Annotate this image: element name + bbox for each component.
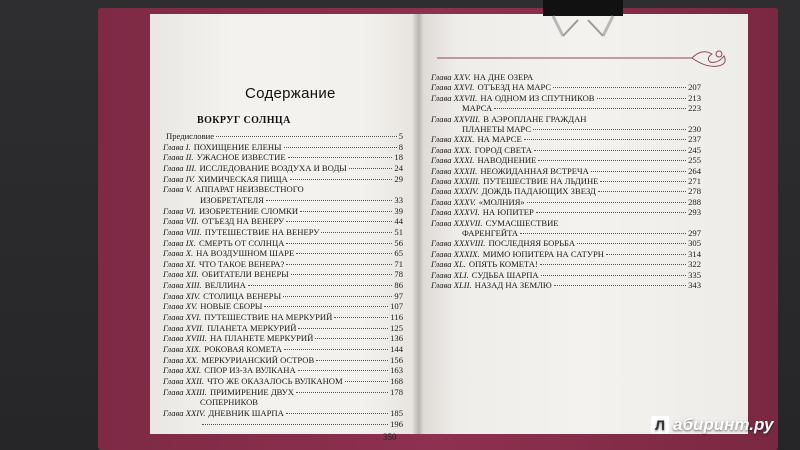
toc-entry [431, 177, 701, 186]
toc-entry [197, 398, 403, 407]
toc-entry [197, 420, 403, 429]
chapter-number: Глава XXXVII. [431, 217, 483, 228]
toc-entry [163, 377, 403, 386]
toc-entry [163, 302, 403, 311]
toc-entry [431, 167, 701, 176]
page-ref: 278 [688, 186, 701, 197]
chapter-title: НА ЮПИТЕР [482, 207, 534, 218]
chapter-number: Глава XXX. [431, 144, 472, 155]
page-ref: 125 [390, 322, 403, 333]
toc-entry [163, 207, 403, 216]
chapter-title: ЧТО ЖЕ ОКАЗАЛОСЬ ВУЛКАНОМ [207, 375, 343, 386]
page-ref: 237 [688, 134, 701, 145]
leader-dots [264, 306, 388, 307]
chapter-title: ХИМИЧЕСКАЯ ПИЩА [197, 173, 288, 184]
leader-dots [553, 87, 686, 88]
chapter-title: ОПЯТЬ КОМЕТА! [468, 259, 538, 270]
chapter-number: Глава XXVIII. [431, 113, 481, 124]
left-page [150, 14, 418, 442]
page-ref: 271 [688, 176, 701, 186]
toc-entry [431, 239, 701, 248]
toc-entry [163, 388, 403, 397]
toc-entry [431, 281, 701, 290]
toc-entry [431, 156, 701, 165]
chapter-title: «МОЛНИЯ» [478, 196, 525, 207]
toc-entry [431, 198, 701, 207]
chapter-number: Глава XVIII. [163, 333, 207, 344]
toc-entry [163, 185, 403, 194]
chapter-number: Глава IV. [163, 173, 195, 184]
chapter-number: Глава XIX. [163, 344, 202, 354]
chapter-number: Глава XXXIX. [431, 248, 480, 259]
toc-entry [431, 260, 701, 269]
toc-entry [163, 270, 403, 279]
chapter-title: ЧТО ТАКОЕ ВЕНЕРА? [198, 258, 285, 269]
chapter-title: СУМАСШЕСТВИЕ [485, 217, 559, 228]
leader-dots [316, 360, 388, 361]
toc-entry [163, 132, 403, 141]
page-ref: 245 [688, 144, 701, 155]
chapter-title: ПУТЕШЕСТВИЕ НА ЛЬДИНЕ [483, 176, 599, 186]
toc-entry [163, 175, 403, 184]
leader-dots [534, 150, 686, 151]
leader-dots [597, 98, 687, 99]
chapter-title: НОВЫЕ СБОРЫ [200, 301, 263, 312]
leader-dots [538, 160, 686, 161]
toc-entry [163, 249, 403, 258]
page-ref: 322 [688, 259, 701, 270]
leader-dots [591, 171, 686, 172]
toc-entry [163, 366, 403, 375]
leader-dots [315, 338, 388, 339]
chapter-title: ПУТЕШЕСТВИЕ НА МЕРКУРИЙ [204, 312, 333, 323]
leader-dots [284, 147, 397, 148]
page-ref: 335 [688, 269, 701, 280]
chapter-number: Глава XLII. [431, 280, 472, 290]
chapter-number: Глава IX. [163, 237, 196, 248]
book-gutter [412, 14, 424, 434]
leader-dots [541, 275, 686, 276]
leader-dots [296, 392, 388, 393]
toc-entry [431, 187, 701, 196]
page-ref: 56 [394, 237, 403, 248]
leader-dots [349, 168, 393, 169]
page-ref: 230 [688, 124, 701, 134]
chapter-title: АППАРАТ НЕИЗВЕСТНОГО [195, 184, 304, 195]
chapter-title: ГОРОД СВЕТА [474, 144, 532, 155]
chapter-title: СМЕРТЬ ОТ СОЛНЦА [198, 237, 285, 248]
chapter-number: Глава XVII. [163, 322, 205, 333]
leader-dots [321, 232, 392, 233]
chapter-number: Глава XVI. [163, 312, 202, 323]
toc-entry [431, 94, 701, 103]
chapter-number: Глава XXXI. [431, 155, 475, 166]
chapter-title: ПЛАНЕТЫ МАРС [462, 124, 532, 134]
leader-dots [540, 264, 686, 265]
chapter-title: ВЕЛЛИНА [204, 280, 246, 291]
labirint-logo-icon: Л [651, 416, 669, 434]
toc-entry [431, 208, 701, 217]
toc-entry [163, 313, 403, 322]
chapter-number: Глава VI. [163, 205, 196, 216]
page-ref: 51 [394, 226, 403, 237]
chapter-title: ПРИМИРЕНИЕ ДВУХ [209, 386, 295, 397]
chapter-number: Глава VIII. [163, 226, 202, 237]
page-ref: 5 [398, 131, 403, 141]
toc-entry [459, 229, 701, 238]
chapter-title: НА ВОЗДУШНОМ ШАРЕ [196, 248, 295, 259]
page-ref: 163 [390, 365, 403, 376]
leader-dots [533, 129, 686, 130]
chapter-title: СОПЕРНИКОВ [200, 397, 259, 408]
chapter-title: Предисловие [166, 131, 215, 141]
leader-dots [266, 200, 393, 201]
chapter-title: НАЗАД НА ЗЕМЛЮ [474, 280, 552, 290]
chapter-number: Глава V. [163, 184, 192, 195]
chapter-number: Глава XXIII. [163, 386, 207, 397]
chapter-number: Глава XI. [163, 258, 196, 269]
toc-entry [431, 250, 701, 259]
chapter-title: МИМО ЮПИТЕРА НА САТУРН [482, 248, 604, 259]
page-ref: 264 [688, 165, 701, 176]
chapter-number: Глава XII. [163, 269, 199, 280]
chapter-title: ДНЕВНИК ШАРПА [208, 407, 284, 418]
chapter-title: ОТЪЕЗД НА ВЕНЕРУ [201, 216, 285, 227]
chapter-title: СУДЬБА ШАРПА [471, 269, 539, 280]
toc-entry [431, 135, 701, 144]
chapter-title: НА ОДНОМ ИЗ СПУТНИКОВ [480, 92, 595, 103]
toc-entry [163, 409, 403, 418]
leader-dots [286, 264, 392, 265]
chapter-number: Глава XXIX. [431, 134, 475, 145]
page-ornament [437, 46, 737, 66]
page-ref: 144 [390, 344, 403, 354]
leader-dots [284, 349, 388, 350]
toc-entry [163, 164, 403, 173]
page-ref: 71 [394, 258, 403, 269]
page-ref: 178 [390, 386, 403, 397]
chapter-number: Глава XLI. [431, 269, 469, 280]
toc-entry [431, 115, 701, 124]
leader-dots [345, 381, 388, 382]
page-ref: 293 [688, 207, 701, 218]
toc-entry [431, 219, 701, 228]
chapter-number: Глава XIII. [163, 280, 202, 291]
leader-dots [334, 317, 388, 318]
chapter-number: Глава III. [163, 162, 197, 173]
page-ref: 136 [390, 333, 403, 344]
toc-entry [459, 104, 701, 113]
leader-dots [248, 285, 393, 286]
leader-dots [283, 296, 392, 297]
page-ref: 97 [394, 290, 403, 301]
page-ref: 168 [390, 375, 403, 386]
leader-dots [554, 285, 686, 286]
chapter-title: ПУТЕШЕСТВИЕ НА ВЕНЕРУ [204, 226, 320, 237]
chapter-title: ИЗОБРЕТЕНИЕ СЛОМКИ [198, 205, 299, 216]
leader-dots [600, 181, 686, 182]
leader-dots [520, 233, 686, 234]
chapter-title: В АЭРОПЛАНЕ ГРАЖДАН [483, 113, 587, 124]
toc-entry [459, 125, 701, 134]
chapter-title: НА ДНЕ ОЗЕРА [473, 72, 534, 82]
chapter-title: УЖАСНОЕ ИЗВЕСТИЕ [196, 152, 286, 163]
chapter-number: Глава XXI. [163, 365, 202, 376]
chapter-title: ИССЛЕДОВАНИЕ ВОЗДУХА И ВОДЫ [199, 162, 347, 173]
page-ref: 18 [394, 152, 403, 163]
toc-entry [163, 356, 403, 365]
section-heading: ВОКРУГ СОЛНЦА [197, 115, 291, 126]
toc-entry [163, 292, 403, 301]
page-ref: 213 [688, 92, 701, 103]
page-ref: 156 [390, 354, 403, 365]
toc-entry [163, 324, 403, 333]
leader-dots [286, 221, 392, 222]
page-ref: 65 [394, 248, 403, 259]
leader-dots [298, 370, 388, 371]
leader-dots [536, 212, 686, 213]
toc-entry [197, 196, 403, 205]
page-ref: 288 [688, 196, 701, 207]
page-ref: 39 [394, 205, 403, 216]
leader-dots [290, 179, 393, 180]
leader-dots [296, 253, 392, 254]
page-ref: 207 [688, 82, 701, 93]
chapter-title: ОБИТАТЕЛИ ВЕНЕРЫ [201, 269, 289, 280]
chapter-number: Глава XXV. [431, 72, 471, 82]
chapter-title: НЕОЖИДАННАЯ ВСТРЕЧА [480, 165, 589, 176]
leader-dots [202, 424, 388, 425]
chapter-title: МАРСА [462, 103, 493, 114]
toc-list-left [150, 14, 418, 434]
page-ref: 223 [688, 103, 701, 114]
page-ref: 78 [394, 269, 403, 280]
chapter-title: ДОЖДЬ ПАДАЮЩИХ ЗВЕЗД [481, 186, 596, 197]
chapter-number: Глава X. [163, 248, 194, 259]
toc-list-right [418, 14, 748, 434]
toc-entry [431, 83, 701, 92]
chapter-title: ПЛАНЕТА МЕРКУРИЙ [207, 322, 297, 333]
watermark [651, 415, 773, 435]
chapter-number: Глава I. [163, 141, 191, 152]
page-ref: 305 [688, 238, 701, 249]
chapter-number: Глава XXXVI. [431, 207, 480, 218]
chapter-title: НА ПЛАНЕТЕ МЕРКУРИЙ [209, 333, 314, 344]
leader-dots [286, 243, 392, 244]
chapter-number: Глава XXXIV. [431, 186, 479, 197]
leader-dots [606, 254, 686, 255]
page-ref: 255 [688, 155, 701, 166]
page-title: Содержание [245, 85, 336, 102]
page-number: 350 [383, 432, 397, 442]
toc-entry [163, 345, 403, 354]
leader-dots [286, 413, 388, 414]
leader-dots [288, 157, 393, 158]
leader-dots [524, 139, 686, 140]
leader-dots [300, 211, 392, 212]
page-ref: 185 [390, 407, 403, 418]
toc-entry [163, 334, 403, 343]
page-ref: 196 [390, 418, 403, 429]
chapter-number: Глава XV. [163, 301, 198, 312]
chapter-title: СТОЛИЦА ВЕНЕРЫ [203, 290, 282, 301]
toc-entry [431, 73, 701, 82]
page-ref: 24 [394, 162, 403, 173]
leader-dots [527, 202, 686, 203]
chapter-number: Глава XXVII. [431, 92, 478, 103]
toc-entry [163, 228, 403, 237]
page-ref: 297 [688, 228, 701, 238]
chapter-title: ПОСЛЕДНЯЯ БОРЬБА [488, 238, 576, 249]
page-ref: 314 [688, 248, 701, 259]
leader-dots [216, 136, 397, 137]
page-ref: 86 [394, 280, 403, 291]
page-ref: 107 [390, 301, 403, 312]
chapter-number: Глава XXII. [163, 375, 205, 386]
toc-entry [163, 153, 403, 162]
leader-dots [298, 328, 388, 329]
page-ref: 116 [390, 312, 403, 323]
chapter-number: Глава XXXVIII. [431, 238, 486, 249]
chapter-title: НА МАРСЕ [477, 134, 522, 145]
chapter-number: Глава VII. [163, 216, 199, 227]
right-page [418, 14, 748, 434]
chapter-number: Глава II. [163, 152, 194, 163]
toc-entry [163, 239, 403, 248]
leader-dots [291, 274, 393, 275]
chapter-title: ОТЪЕЗД НА МАРС [477, 82, 552, 93]
page-ref: 8 [398, 141, 403, 152]
binder-clip-icon [533, 0, 633, 38]
chapter-number: Глава XL. [431, 259, 466, 270]
toc-entry [431, 146, 701, 155]
chapter-number: Глава XXXII. [431, 165, 478, 176]
chapter-title: НАВОДНЕНИЕ [477, 155, 537, 166]
chapter-title: ФАРЕНГЕЙТА [462, 228, 519, 238]
chapter-number: Глава XXXIII. [431, 176, 481, 186]
page-ref: 29 [394, 173, 403, 184]
toc-entry [163, 143, 403, 152]
chapter-title: ПОХИЩЕНИЕ ЕЛЕНЫ [193, 141, 282, 152]
toc-entry [163, 281, 403, 290]
leader-dots [598, 191, 686, 192]
toc-entry [431, 271, 701, 280]
page-ref: 33 [394, 194, 403, 205]
chapter-number: Глава XXIV. [163, 407, 206, 418]
page-ref: 44 [394, 216, 403, 227]
chapter-title: РОКОВАЯ КОМЕТА [204, 344, 282, 354]
leader-dots [494, 108, 686, 109]
leader-dots [577, 243, 686, 244]
chapter-title: МЕРКУРИАНСКИЙ ОСТРОВ [201, 354, 315, 365]
chapter-number: Глава XX. [163, 354, 199, 365]
toc-entry [163, 217, 403, 226]
chapter-number: Глава XIV. [163, 290, 201, 301]
chapter-number: Глава XXVI. [431, 82, 475, 93]
chapter-title: СПОР ИЗ-ЗА ВУЛКАНА [204, 365, 296, 376]
toc-entry [163, 260, 403, 269]
chapter-number: Глава XXXV. [431, 196, 476, 207]
page-ref: 343 [688, 280, 701, 290]
chapter-title: ИЗОБРЕТАТЕЛЯ [200, 194, 264, 205]
watermark-text: абиринт.ру [673, 415, 774, 434]
